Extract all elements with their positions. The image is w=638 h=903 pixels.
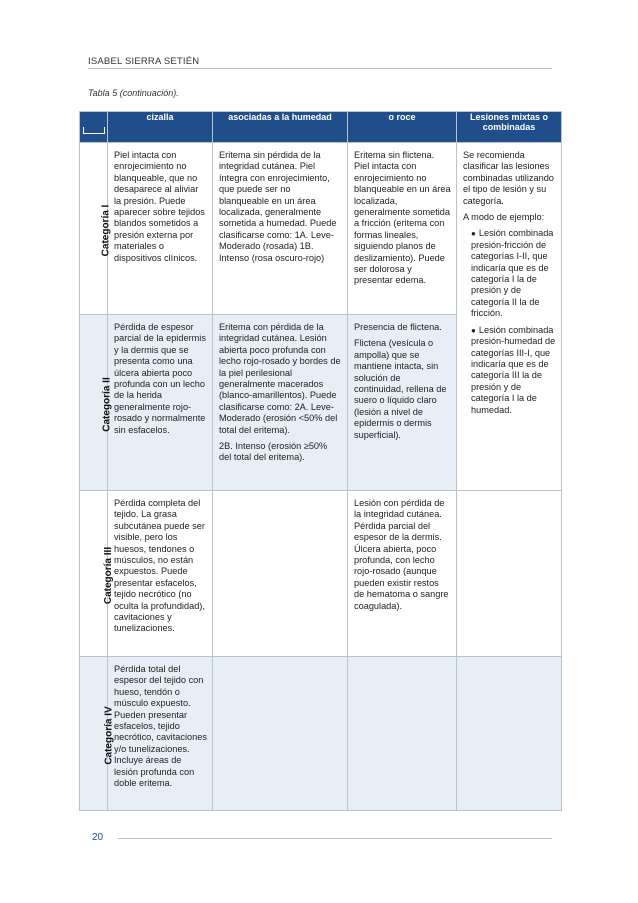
corner-mark — [83, 127, 105, 134]
cell-humedad — [213, 315, 348, 491]
mixed-example-text: Lesión combinada presión-fricción de categorías I-II, que indicaría que es de categoría I la de presión y de categoría II la de fricción. — [471, 228, 554, 319]
cell-paragraph: Presencia de flictena. — [354, 322, 442, 332]
cell-humedad: Eritema sin pérdida de la integridad cutánea. Piel íntegra con enrojecimiento, que puede ser no blanqueable en un área localizada, generalmente sometida a humedad. Puede clasificarse como: 1A. Leve-Moderado (rosada) 1B. Intenso (rosa oscuro-rojo) — [213, 143, 348, 315]
table-caption: Tabla 5 (continuación). — [88, 88, 179, 98]
table-row — [80, 143, 562, 315]
cell-cizalla: Pérdida completa del tejido. La grasa subcutánea puede ser visible, pero los huesos, tendones o músculos, no están expuestos. Puede presentar esfacelos, tejido necrótico (no oculta la profundidad), cavitaciones y tunelizaciones. — [108, 491, 213, 657]
table-header-row — [80, 112, 562, 143]
category-label: Categoría II — [101, 376, 113, 432]
cell-roce: Lesión con pérdida de la integridad cutánea. Pérdida parcial del espesor de la dermis. Úlcera abierta, poco profunda, con lecho rojo-rosado (aunque pueden existir restos de hematoma o sangre coagulada). — [348, 491, 457, 657]
cell-paragraph: Eritema con pérdida de la integridad cutánea. Lesión abierta poco profunda con lecho rojo-rosado y bordes de la piel perilesional generalmente macerados (blanco-amarillentos). Puede clasificarse como: 2A. Leve-Moderado (erosión <50% del total del eritema). — [219, 322, 341, 435]
cell-humedad — [213, 657, 348, 811]
mixed-example-list — [463, 228, 556, 416]
cell-roce — [348, 315, 457, 491]
cell-mixtas-empty — [457, 657, 562, 811]
column-header-roce: o roce — [348, 112, 457, 143]
footer-divider — [118, 838, 552, 839]
column-header-mixtas: Lesiones mixtas o combinadas — [457, 112, 562, 143]
header-corner-cell — [80, 112, 108, 143]
cell-cizalla: Pérdida total del espesor del tejido con hueso, tendón o músculo expuesto. Pueden presentar esfacelos, tejido necrótico, cavitaciones y/o tunelizaciones. Incluye áreas de lesión profunda con doble eritema. — [108, 657, 213, 811]
category-cell — [80, 657, 115, 811]
table-row — [80, 491, 562, 657]
page-number: 20 — [92, 832, 104, 843]
category-cell — [80, 315, 113, 491]
cell-cizalla: Piel intacta con enrojecimiento no blanqueable, que no desaparece al aliviar la presión. Puede aparecer sobre tejidos blandos sometidos a presión externa por materiales o dispositivos clínicos. — [108, 143, 213, 315]
cell-paragraph: Flictena (vesícula o ampolla) que se mantiene intacta, sin solución de continuidad, rellena de suero o líquido claro (lesión a nivel de epidermis o dermis superficial). — [354, 338, 447, 440]
running-header-author: ISABEL SIERRA SETIÉN — [88, 56, 200, 67]
cell-cizalla: Pérdida de espesor parcial de la epidermis y la dermis que se presenta como una úlcera abierta poco profunda con un lecho de la herida generalmente rojo-rosado y normalmente sin esfacelos. — [108, 315, 213, 491]
cell-mixtas — [457, 143, 562, 491]
category-cell — [80, 491, 115, 657]
cell-roce — [348, 657, 457, 811]
cell-roce: Eritema sin flictena. Piel intacta con enrojecimiento no blanqueable en un área localizada, generalmente sometida a fricción (eritema con formas lineales, siguiendo planos de deslizamiento). Puede ser dolorosa y presentar edema. — [348, 143, 457, 315]
category-label: Categoría I — [100, 204, 112, 256]
cell-mixtas-empty — [457, 491, 562, 657]
cell-humedad — [213, 491, 348, 657]
category-label: Categoría IV — [103, 705, 115, 765]
column-header-humedad: asociadas a la humedad — [213, 112, 348, 143]
mixed-intro: Se recomienda clasificar las lesiones combinadas utilizando el tipo de lesión y su categoría. — [463, 150, 554, 206]
category-label: Categoría III — [103, 546, 115, 604]
classification-table — [79, 111, 562, 811]
column-header-cizalla: cizalla — [108, 112, 213, 143]
list-item — [471, 325, 556, 416]
mixed-example-lead: A modo de ejemplo: — [463, 212, 545, 223]
mixed-example-text: Lesión combinada presión-humedad de categorías III-I, que indicaría que es de categoría III la de presión y de categoría I la de humedad. — [471, 324, 556, 415]
bullet-icon: ● — [471, 229, 476, 239]
bullet-icon: ● — [471, 325, 476, 335]
list-item — [471, 228, 556, 319]
cell-paragraph: 2B. Intenso (erosión ≥50% del total del eritema). — [219, 441, 328, 463]
header-divider — [88, 68, 552, 69]
table-row — [80, 657, 562, 811]
category-cell — [80, 143, 112, 315]
